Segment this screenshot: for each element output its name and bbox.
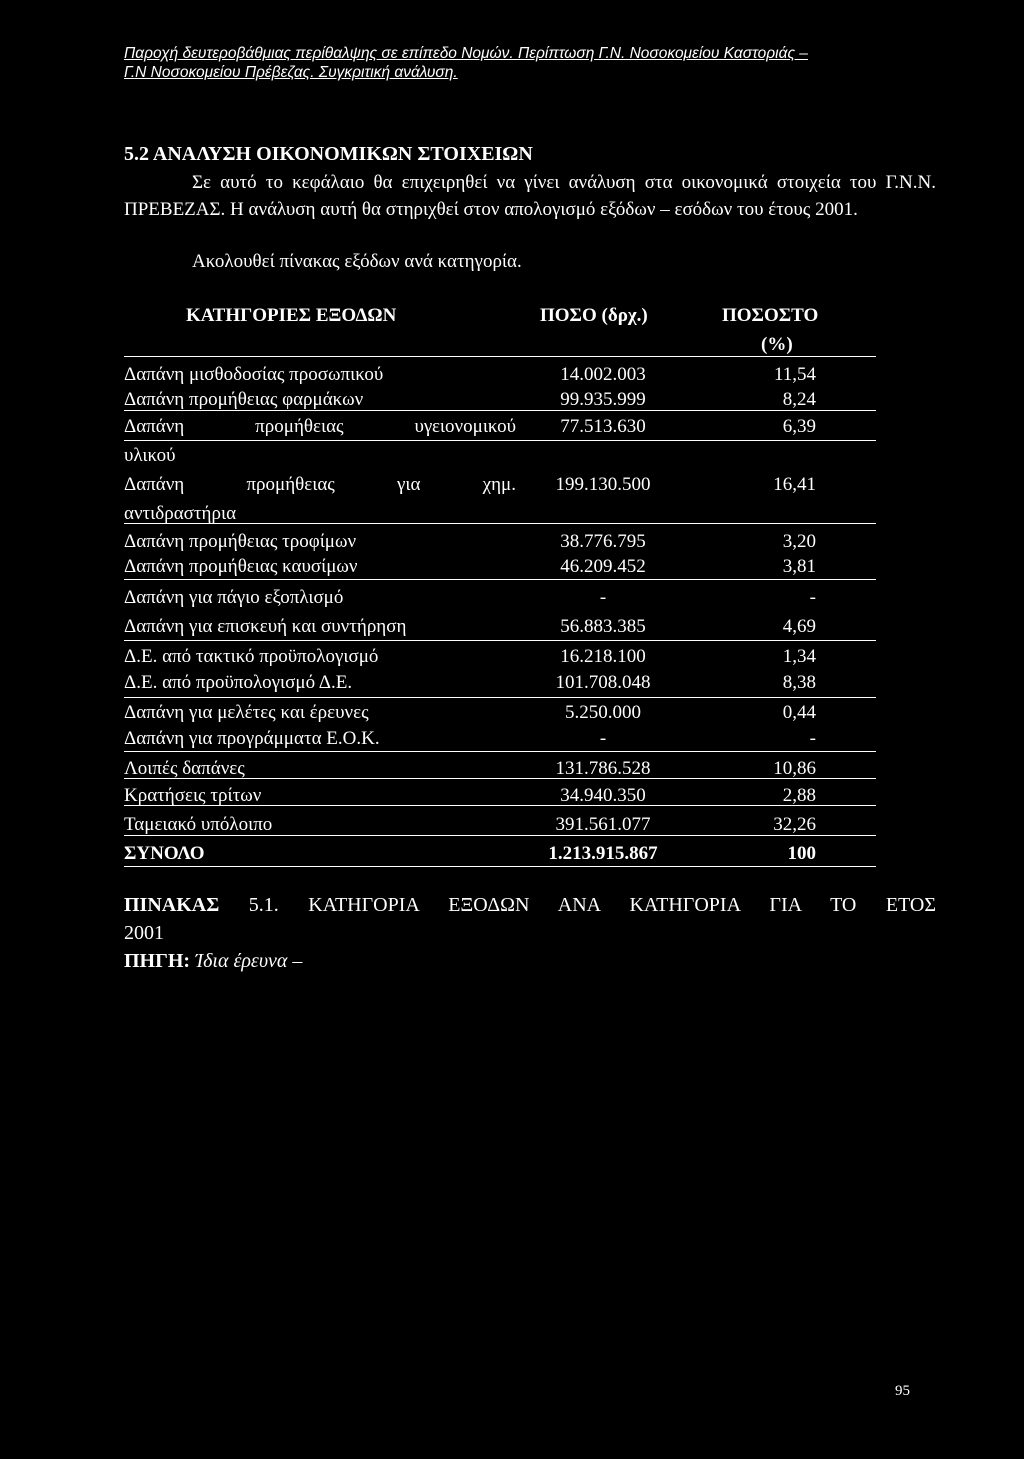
source-line (124, 948, 302, 974)
table-row-percent: 11,54 (773, 364, 816, 385)
total-label: ΣΥΝΟΛΟ (124, 843, 205, 864)
table-rule (124, 805, 876, 806)
table-row-percent: 10,86 (773, 758, 816, 779)
table-row-label: Δαπάνη προμήθειας υγειονομικού (124, 416, 516, 437)
table-row-amount: 56.883.385 (560, 616, 646, 637)
table-row-percent: 3,20 (782, 531, 816, 552)
table-row-amount: 99.935.999 (560, 389, 646, 410)
table-rule (124, 751, 876, 752)
running-header (124, 44, 924, 82)
table-row-amount: 16.218.100 (560, 646, 646, 667)
running-header-line-2: Γ.Ν Νοσοκομείου Πρέβεζας. Συγκριτική ανάλυση. (124, 64, 458, 81)
table-row-amount: - (599, 728, 607, 749)
table-rule (124, 835, 876, 836)
table-row-amount: 38.776.795 (560, 531, 646, 552)
table-row-percent: 3,81 (782, 556, 816, 577)
table-row-amount: 46.209.452 (560, 556, 646, 577)
table-bottom-rule (124, 866, 876, 867)
table-row-amount: 101.708.048 (555, 672, 651, 693)
table-row-label: Δ.Ε. από προϋπολογισμό Δ.Ε. (124, 672, 353, 693)
table-row-percent: 32,26 (773, 814, 816, 835)
table-rule (124, 697, 876, 698)
table-row-percent: 4,69 (782, 616, 816, 637)
table-rule (124, 410, 876, 411)
table-row-label: Δαπάνη για μελέτες και έρευνες (124, 702, 369, 723)
total-percent: 100 (787, 843, 816, 864)
table-rule (124, 579, 876, 580)
table-rule (124, 778, 876, 779)
header-amount: ΠΟΣΟ (δρχ.) (540, 305, 648, 326)
table-row-amount: 77.513.630 (560, 416, 646, 437)
table-row-percent: 16,41 (773, 474, 816, 495)
table-intro-text: Ακολουθεί πίνακας εξόδων ανά κατηγορία. (192, 251, 522, 272)
table-row-label: Κρατήσεις τρίτων (124, 785, 262, 806)
table-row-label: Δαπάνη μισθοδοσίας προσωπικού (124, 364, 384, 385)
table-row-label-cont: υλικού (124, 445, 176, 466)
table-row-label: Δαπάνη προμήθειας φαρμάκων (124, 389, 364, 410)
table-row-percent: 6,39 (782, 416, 816, 437)
table-row-amount: 391.561.077 (555, 814, 651, 835)
table-row-label-cont: αντιδραστήρια (124, 503, 237, 524)
running-header-line-1: Παροχή δευτεροβάθμιας περίθαλψης σε επίπεδο Νομών. Περίπτωση Γ.Ν. Νοσοκομείου Καστοριάς – (124, 45, 808, 62)
header-category: ΚΑΤΗΓΟΡΙΕΣ ΕΞΟΔΩΝ (186, 305, 397, 326)
table-row-label: Δαπάνη για επισκευή και συντήρηση (124, 616, 407, 637)
source-label: ΠΗΓΗ: (124, 950, 191, 972)
table-row-label: Δαπάνη για πάγιο εξοπλισμό (124, 587, 344, 608)
table-row-percent: - (809, 728, 816, 749)
table-caption (124, 892, 936, 918)
caption-label: ΠΙΝΑΚΑΣ (124, 894, 220, 916)
table-row-amount: 199.130.500 (555, 474, 651, 495)
table-row-percent: 8,38 (782, 672, 816, 693)
table-rule (124, 523, 876, 524)
table-row-percent: 1,34 (782, 646, 816, 667)
section-title: 5.2 ΑΝΑΛΥΣΗ ΟΙΚΟΝΟΜΙΚΩΝ ΣΤΟΙΧΕΙΩΝ (124, 143, 533, 165)
table-row-amount: 131.786.528 (555, 758, 651, 779)
section-paragraph: Σε αυτό το κεφάλαιο θα επιχειρηθεί να γίνει ανάλυση στα οικονομικά στοιχεία του Γ.Ν.Ν. ΠΡΕΒΕΖΑΣ. Η ανάλυση αυτή θα στηριχθεί στον απολογισμό εξόδων – εσόδων του έτους 2001. (124, 172, 936, 220)
table-row-amount: 5.250.000 (565, 702, 641, 723)
table-rule (124, 640, 876, 641)
source-text: Ίδια έρευνα (195, 950, 288, 972)
table-row-label: Δαπάνη για προγράμματα Ε.Ο.Κ. (124, 728, 380, 749)
caption-text: 5.1. ΚΑΤΗΓΟΡΙΑ ΕΞΟΔΩΝ ΑΝΑ ΚΑΤΗΓΟΡΙΑ ΓΙΑ ΤΟ ΕΤΟΣ (219, 894, 936, 916)
table-row-percent: 2,88 (782, 785, 816, 806)
table-row-label: Δαπάνη προμήθειας καυσίμων (124, 556, 358, 577)
table-row-amount: 14.002.003 (560, 364, 646, 385)
source-dash: – (292, 950, 303, 972)
table-row-amount: - (599, 587, 607, 608)
table-row-label: Δαπάνη προμήθειας τροφίμων (124, 531, 357, 552)
total-amount: 1.213.915.867 (548, 843, 658, 864)
table-rule (124, 356, 876, 357)
table-row-percent: 0,44 (782, 702, 816, 723)
table-rule (124, 440, 876, 441)
table-row-percent: 8,24 (782, 389, 816, 410)
page-number: 95 (895, 1383, 910, 1399)
table-caption-line-2: 2001 (124, 922, 164, 944)
header-percent: ΠΟΣΟΣΤΟ (722, 305, 819, 326)
table-row-label: Δ.Ε. από τακτικό προϋπολογισμό (124, 646, 379, 667)
table-row-percent: - (809, 587, 816, 608)
table-row-label: Ταμειακό υπόλοιπο (124, 814, 273, 835)
table-row-amount: 34.940.350 (560, 785, 646, 806)
table-row-label: Λοιπές δαπάνες (124, 758, 245, 779)
header-percent-unit: (%) (761, 334, 793, 355)
table-row-label: Δαπάνη προμήθειας για χημ. (124, 474, 516, 495)
